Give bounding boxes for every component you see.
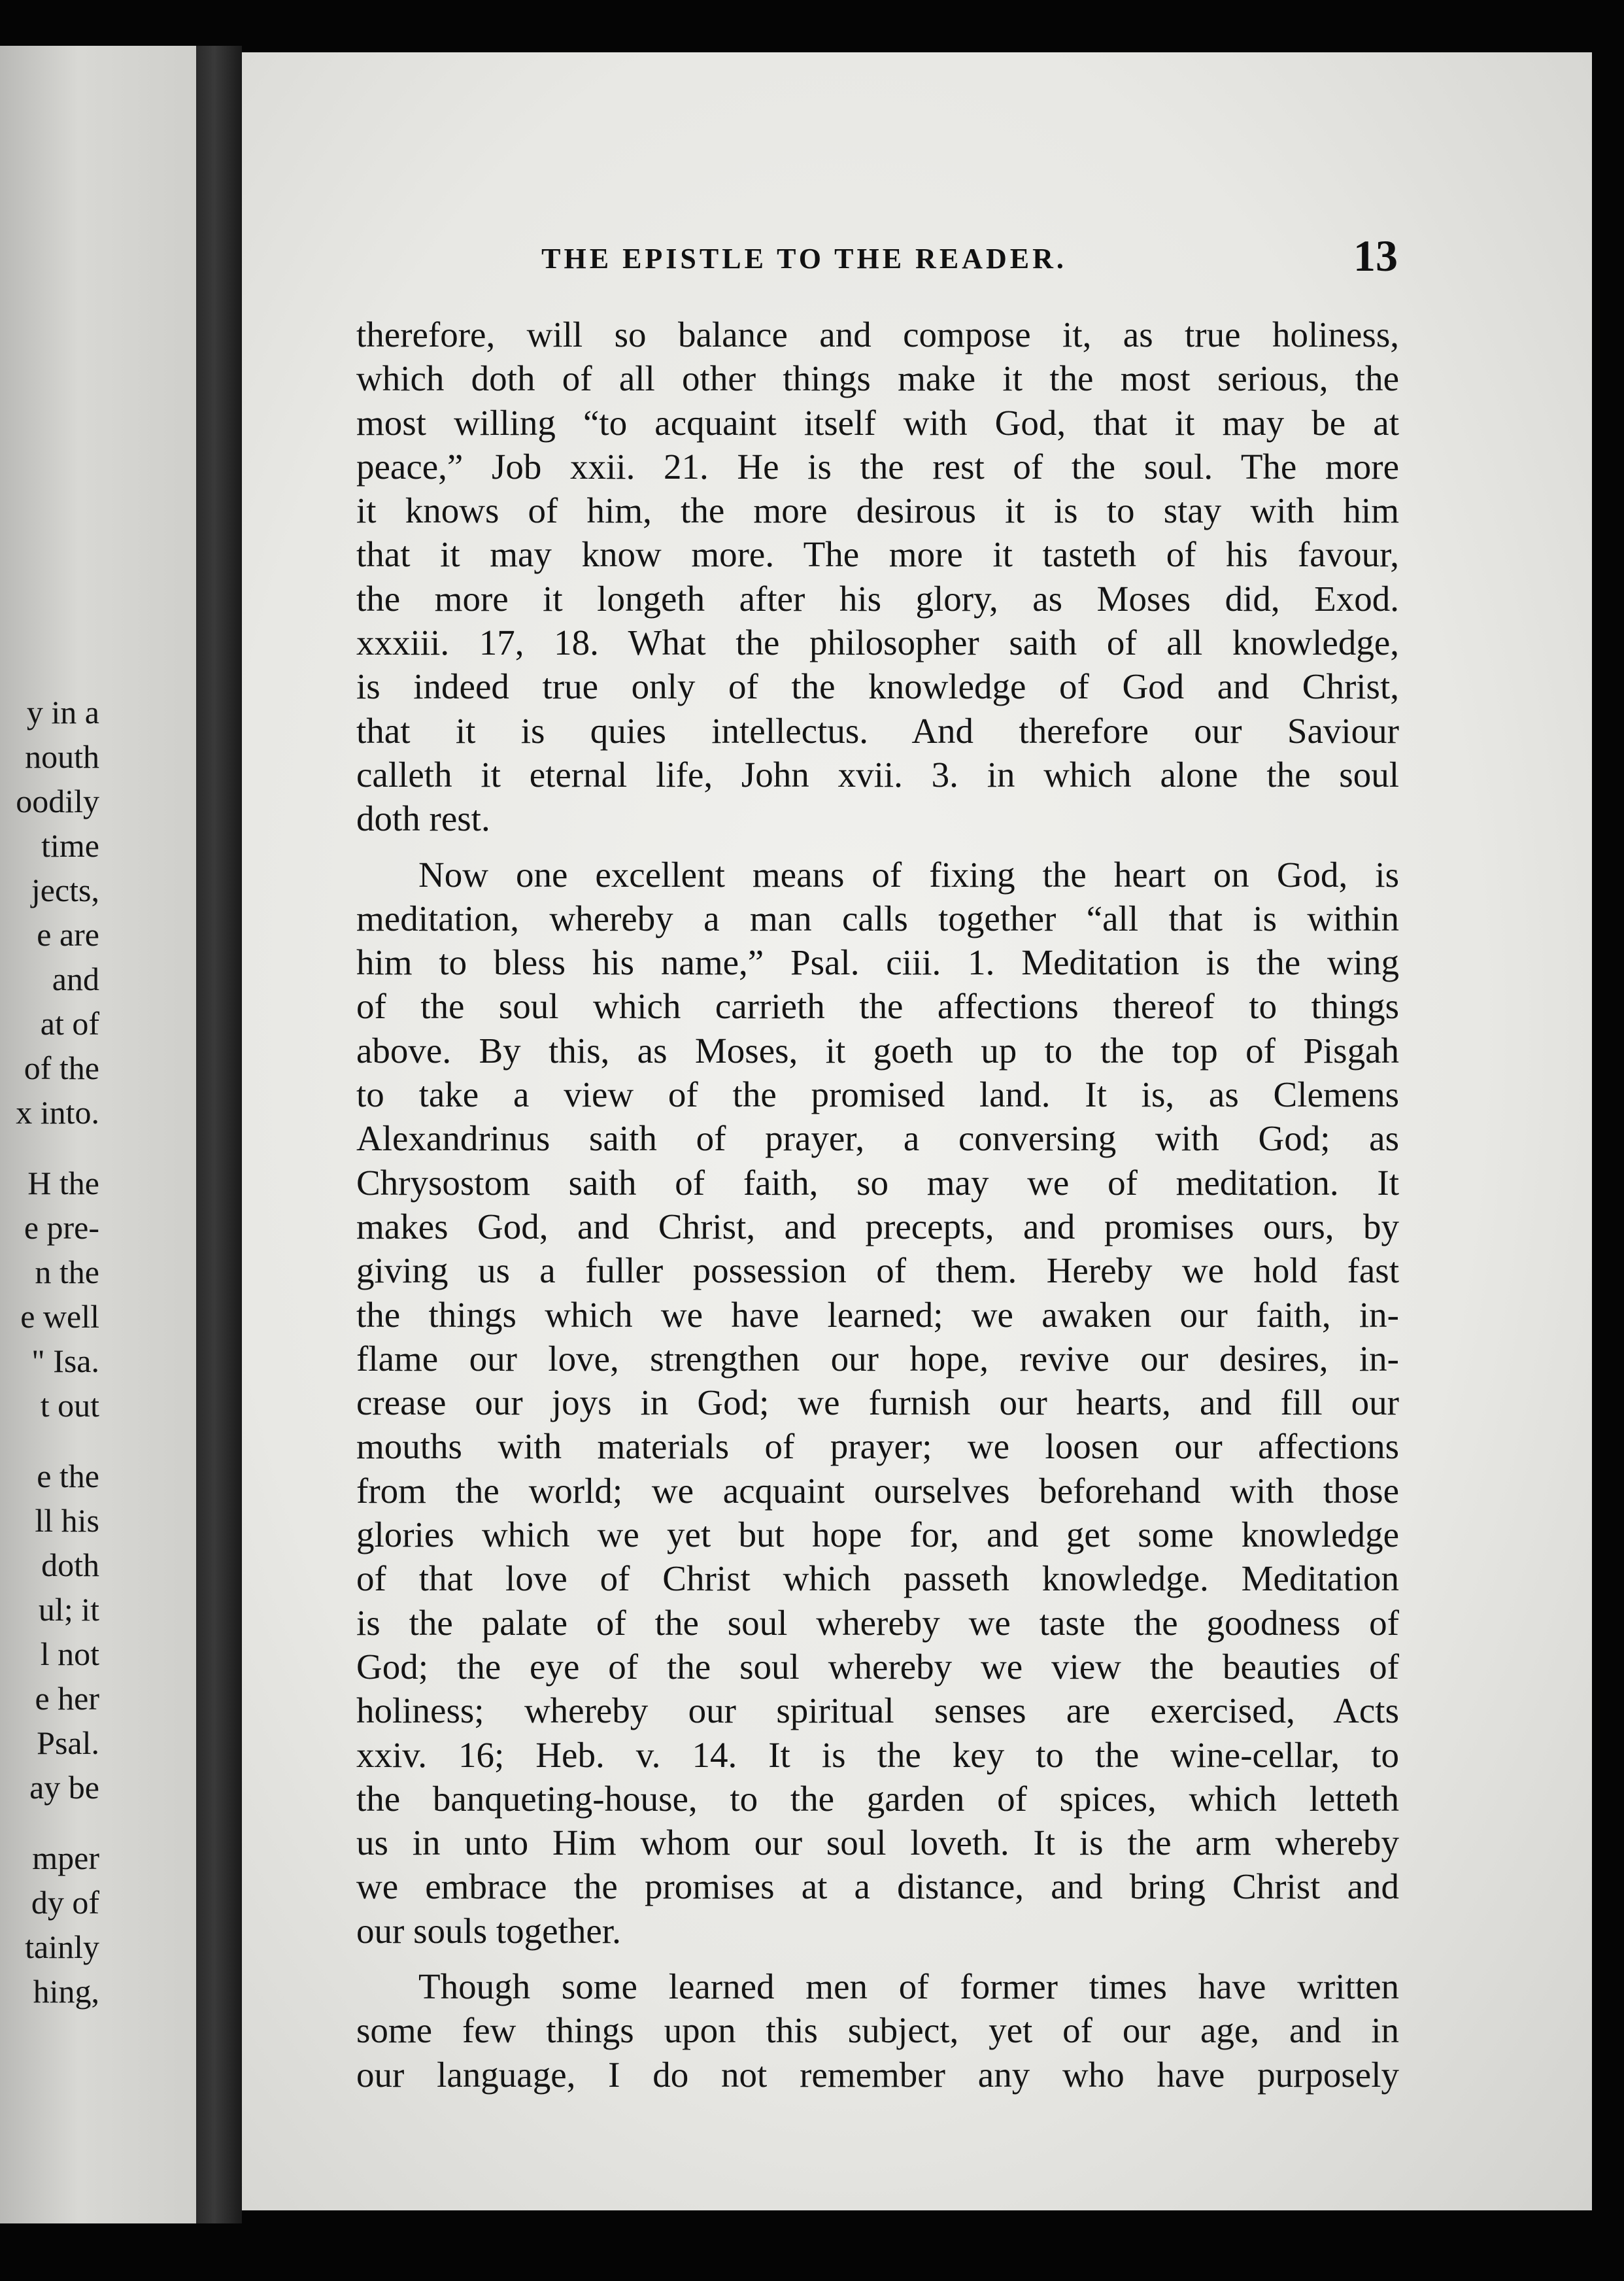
running-head: THE EPISTLE TO THE READER. bbox=[541, 243, 1067, 275]
left-text-fragment: ll his bbox=[35, 1502, 99, 1539]
text-line: calleth it eternal life, John xvii. 3. in which alone the soul bbox=[356, 754, 1399, 795]
left-text-fragment: time bbox=[41, 827, 99, 864]
left-text-fragment: jects, bbox=[31, 872, 99, 908]
left-text-fragment: Psal. bbox=[37, 1724, 99, 1761]
text-line: therefore, will so balance and compose it, as true holiness, bbox=[356, 315, 1399, 354]
text-line: of that love of Christ which passeth knowledge. Meditation bbox=[356, 1558, 1399, 1599]
left-text-fragment: e her bbox=[35, 1680, 99, 1717]
left-text-fragment: of the bbox=[24, 1050, 99, 1086]
left-text-fragment: e pre- bbox=[24, 1209, 99, 1246]
left-text-fragment: hing, bbox=[33, 1973, 99, 2010]
left-text-fragment: mper bbox=[32, 1840, 99, 1876]
left-text-fragment: x into. bbox=[16, 1094, 99, 1131]
text-line: holiness; whereby our spiritual senses are exercised, Acts bbox=[356, 1690, 1399, 1731]
left-text-fragment: dy of bbox=[31, 1884, 99, 1921]
left-text-fragment: ay be bbox=[29, 1769, 99, 1806]
text-line: xxiv. 16; Heb. v. 14. It is the key to the wine-cellar, to bbox=[356, 1734, 1399, 1775]
left-text-fragment: ul; it bbox=[38, 1591, 99, 1628]
text-line: God; the eye of the soul whereby we view the beauties of bbox=[356, 1646, 1399, 1687]
text-line: to take a view of the promised land. It is, as Clemens bbox=[356, 1074, 1399, 1115]
text-line: giving us a fuller possession of them. Hereby we hold fast bbox=[356, 1250, 1399, 1291]
left-text-fragment: l not bbox=[40, 1636, 99, 1672]
text-line: it knows of him, the more desirous it is to stay with him bbox=[356, 490, 1399, 531]
text-line: doth rest. bbox=[356, 798, 490, 839]
left-text-fragment: and bbox=[52, 961, 99, 997]
text-line: that it is quies intellectus. And therefore our Saviour bbox=[356, 710, 1399, 751]
text-line: crease our joys in God; we furnish our hearts, and fill our bbox=[356, 1382, 1399, 1423]
left-text-fragment: doth bbox=[41, 1547, 99, 1583]
left-text-fragment: t out bbox=[40, 1387, 99, 1424]
left-page bbox=[0, 46, 196, 2223]
text-line: our language, I do not remember any who have purposely bbox=[356, 2054, 1399, 2095]
text-line: we embrace the promises at a distance, and bring Christ and bbox=[356, 1866, 1399, 1907]
left-text-fragment: e are bbox=[37, 916, 99, 953]
text-line: makes God, and Christ, and precepts, and promises ours, by bbox=[356, 1206, 1399, 1246]
text-line: peace,” Job xxii. 21. He is the rest of the soul. The more bbox=[356, 446, 1399, 487]
left-page-text-fragments bbox=[0, 690, 196, 2014]
text-line: Now one excellent means of fixing the heart on God, is bbox=[418, 854, 1399, 895]
text-line: Though some learned men of former times have written bbox=[418, 1966, 1399, 2006]
text-line: is indeed true only of the knowledge of God and Christ, bbox=[356, 666, 1399, 707]
text-line: of the soul which carrieth the affections thereof to things bbox=[356, 986, 1399, 1027]
body-text bbox=[356, 313, 1399, 2097]
text-line: above. By this, as Moses, it goeth up to the top of Pisgah bbox=[356, 1030, 1399, 1071]
text-line: glories which we yet but hope for, and get some knowledge bbox=[356, 1515, 1399, 1555]
text-line: our souls together. bbox=[356, 1910, 621, 1951]
text-line: mouths with materials of prayer; we loosen our affections bbox=[356, 1426, 1399, 1467]
left-text-fragment: y in a bbox=[26, 694, 99, 730]
left-text-fragment: oodily bbox=[16, 783, 99, 819]
left-text-fragment: e the bbox=[37, 1458, 99, 1494]
left-text-fragment: nouth bbox=[25, 738, 99, 775]
text-line: him to bless his name,” Psal. ciii. 1. Meditation is the wing bbox=[356, 942, 1399, 983]
text-line: most willing “to acquaint itself with God, that it may be at bbox=[356, 402, 1399, 443]
text-line: from the world; we acquaint ourselves beforehand with those bbox=[356, 1470, 1399, 1511]
text-line: that it may know more. The more it tasteth of his favour, bbox=[356, 534, 1399, 575]
text-line: the banqueting-house, to the garden of spices, which letteth bbox=[356, 1778, 1399, 1819]
text-line: meditation, whereby a man calls together “all that is within bbox=[356, 898, 1399, 938]
text-line: which doth of all other things make it the most serious, the bbox=[356, 358, 1399, 399]
text-line: is the palate of the soul whereby we taste the goodness of bbox=[356, 1602, 1399, 1643]
text-line: Alexandrinus saith of prayer, a conversing with God; as bbox=[356, 1118, 1399, 1159]
text-line: flame our love, strengthen our hope, revive our desires, in- bbox=[356, 1338, 1399, 1379]
left-text-fragment: at of bbox=[40, 1005, 99, 1042]
text-line: xxxiii. 17, 18. What the philosopher saith of all knowledge, bbox=[356, 623, 1399, 663]
left-text-fragment: e well bbox=[20, 1298, 99, 1335]
page-number: 13 bbox=[1353, 231, 1398, 281]
text-line: some few things upon this subject, yet of our age, and in bbox=[356, 2010, 1399, 2051]
left-text-fragment: " Isa. bbox=[31, 1343, 99, 1379]
text-line: Chrysostom saith of faith, so may we of meditation. It bbox=[356, 1162, 1399, 1203]
left-text-fragment: tainly bbox=[25, 1929, 99, 1965]
left-text-fragment: n the bbox=[35, 1254, 99, 1290]
book-gutter bbox=[196, 46, 242, 2223]
text-line: the things which we have learned; we awaken our faith, in- bbox=[356, 1294, 1399, 1335]
text-line: the more it longeth after his glory, as Moses did, Exod. bbox=[356, 578, 1399, 619]
left-text-fragment: H the bbox=[27, 1165, 99, 1201]
text-line: us in unto Him whom our soul loveth. It is the arm whereby bbox=[356, 1823, 1399, 1863]
